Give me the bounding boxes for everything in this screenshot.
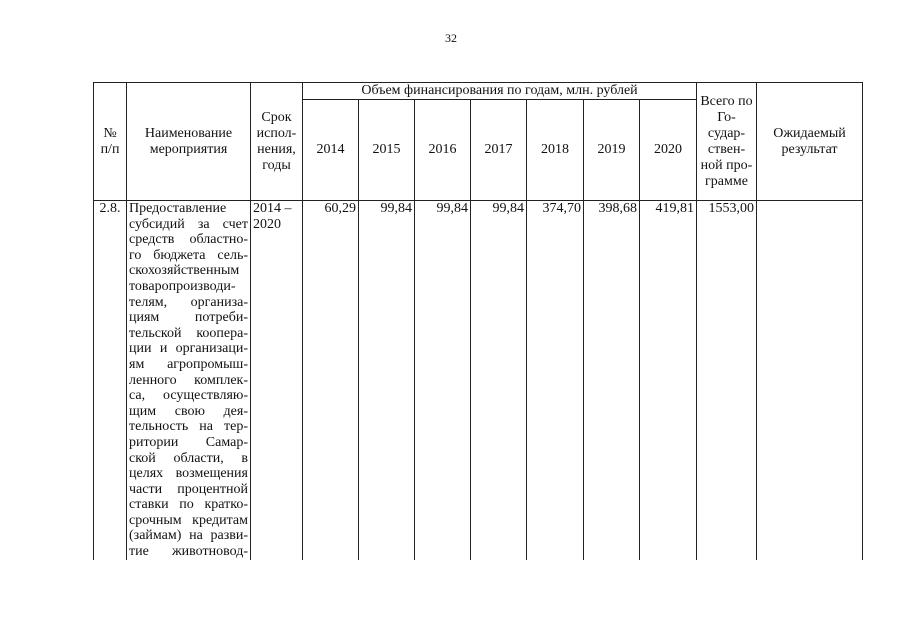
header-year-2017: 2017 xyxy=(471,100,527,201)
name-line: субсидий за счет xyxy=(129,216,248,232)
header-num: № п/п xyxy=(94,83,127,201)
header-year-2016: 2016 xyxy=(415,100,471,201)
name-line: щим свою дея- xyxy=(129,403,248,419)
value-total: 1553,00 xyxy=(697,201,757,560)
value-2019: 398,68 xyxy=(584,201,640,560)
header-funding-group: Объем финансирования по годам, млн. рублей xyxy=(303,83,697,100)
value-result xyxy=(757,201,863,560)
name-line: целях возмещения xyxy=(129,466,248,482)
table-row xyxy=(94,201,863,560)
name-line: са, осуществляю- xyxy=(129,388,248,404)
name-line: циям потреби- xyxy=(129,310,248,326)
row-term xyxy=(251,201,303,560)
value-2016: 99,84 xyxy=(415,201,471,560)
value-2020: 419,81 xyxy=(640,201,697,560)
value-2017: 99,84 xyxy=(471,201,527,560)
header-year-2018: 2018 xyxy=(527,100,584,201)
page-number: 32 xyxy=(445,31,457,45)
term-line: 2020 xyxy=(253,217,281,232)
name-line: ритории Самар- xyxy=(129,434,248,450)
header-result: Ожидаемый результат xyxy=(757,83,863,201)
name-line: средств областно- xyxy=(129,232,248,248)
name-line: телям, организа- xyxy=(129,294,248,310)
value-2018: 374,70 xyxy=(527,201,584,560)
header-year-2014: 2014 xyxy=(303,100,359,201)
value-2014: 60,29 xyxy=(303,201,359,560)
header-year-2015: 2015 xyxy=(359,100,415,201)
header-year-2020: 2020 xyxy=(640,100,697,201)
header-term: Срок испол-нения, годы xyxy=(251,83,303,201)
name-line: части процентной xyxy=(129,481,248,497)
row-name xyxy=(127,201,251,560)
name-line: ставки по кратко- xyxy=(129,497,248,513)
name-line: тельность на тер- xyxy=(129,419,248,435)
name-line: Предоставление xyxy=(129,201,227,216)
name-line: скохозяйственным xyxy=(129,263,240,279)
header-year-2019: 2019 xyxy=(584,100,640,201)
name-line: го бюджета сель- xyxy=(129,247,248,263)
row-number: 2.8. xyxy=(94,201,127,560)
name-line: тие животновод- xyxy=(129,544,248,560)
header-name: Наименование мероприятия xyxy=(127,83,251,201)
name-line: срочным кредитам xyxy=(129,512,248,528)
header-total: Всего по Го-судар-ствен-ной про-грамме xyxy=(697,83,757,201)
name-line: ции и организаци- xyxy=(129,341,248,357)
value-2015: 99,84 xyxy=(359,201,415,560)
funding-table xyxy=(93,82,863,560)
name-line: ской области, в xyxy=(129,450,248,466)
name-line: товаропроизводи- xyxy=(129,278,236,294)
name-line: (займам) на разви- xyxy=(129,528,248,544)
term-line: 2014 – xyxy=(253,201,292,216)
name-line: тельской коопера- xyxy=(129,325,248,341)
name-line: ям агропромыш- xyxy=(129,356,248,372)
header-row-top xyxy=(94,83,863,100)
name-line: ленного комплек- xyxy=(129,372,248,388)
